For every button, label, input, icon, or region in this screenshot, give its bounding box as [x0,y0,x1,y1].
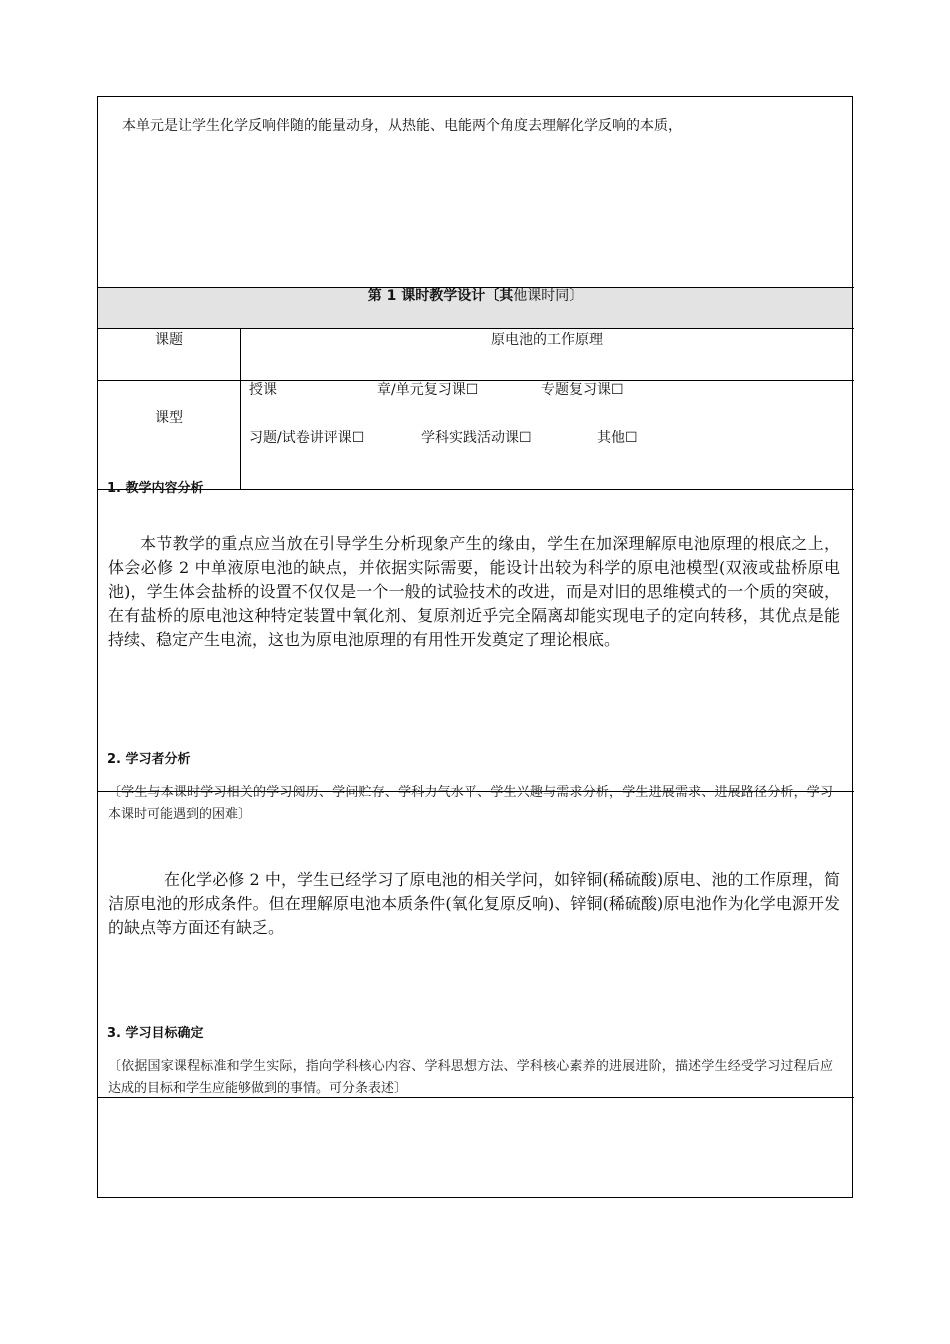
lesson-type-option-other[interactable]: 其他☐ [597,430,638,446]
lesson-type-label: 课型 [155,410,183,426]
unit-intro-text: 本单元是让学生化学反响伴随的能量动身，从热能、电能两个角度去理解化学反响的本质， [122,118,682,134]
topic-label: 课题 [155,332,183,348]
column-divider [240,328,241,489]
section-note: 〔学生与本课时学习相关的学习阅历、学问贮存、学科力气水平、学生兴趣与需求分析，学生进展需求、进展路径分析，学习本课时可能遇到的困难〕 [108,785,833,822]
lesson-type-option-exercise-review[interactable]: 习题/试卷讲评课☐ [249,430,365,446]
section-heading: 3. 学习目标确定 [107,1026,204,1041]
row-divider [97,328,854,329]
section-heading: 1. 教学内容分析 [107,481,204,496]
lesson-header-rest: 他课时同〕 [513,288,584,304]
row-divider [97,489,854,490]
topic-value: 原电池的工作原理 [491,332,603,348]
lesson-type-option-practice-activity[interactable]: 学科实践活动课☐ [421,430,532,446]
lesson-type-option-topic-review[interactable]: 专题复习课☐ [541,382,624,398]
lesson-type-option-unit-review[interactable]: 章/单元复习课☐ [377,382,479,398]
section-body: 本节教学的重点应当放在引导学生分析现象产生的缘由，学生在加深理解原电池原理的根底之上，体会必修 2 中单液原电池的缺点，并依据实际需要，能设计出较为科学的原电池模型(双液或盐桥原电池)，学生体会盐桥的设置不仅仅是一个一般的试验技术的改进，而是对旧的思维模式的一个质的突破，在有盐桥的原电池这种特定装置中氧化剂、复原剂近乎完全隔离却能实现电子的定向转移，其优点是能持续、稳定产生电流，这也为原电池原理的有用性开发奠定了理论根底。 [108,534,840,649]
section-body: 在化学必修 2 中，学生已经学习了原电池的相关学问，如锌铜(稀硫酸)原电、池的工作原理，简洁原电池的形成条件。但在理解原电池本质条件(氧化复原反响)、锌铜(稀硫酸)原电池作为化学电源开发的缺点等方面还有缺乏。 [108,870,840,937]
section-note: 〔依据国家课程标准和学生实际，指向学科核心内容、学科思想方法、学科核心素养的进展进阶，描述学生经受学习过程后应达成的目标和学生应能够做到的事情。可分条表述〕 [108,1059,833,1096]
section-heading: 2. 学习者分析 [107,752,191,767]
lesson-header [98,286,853,306]
lesson-header-bold: 第 1 课时教学设计〔其 [367,288,514,304]
lesson-type-option-lecture[interactable]: 授课 [249,382,277,398]
